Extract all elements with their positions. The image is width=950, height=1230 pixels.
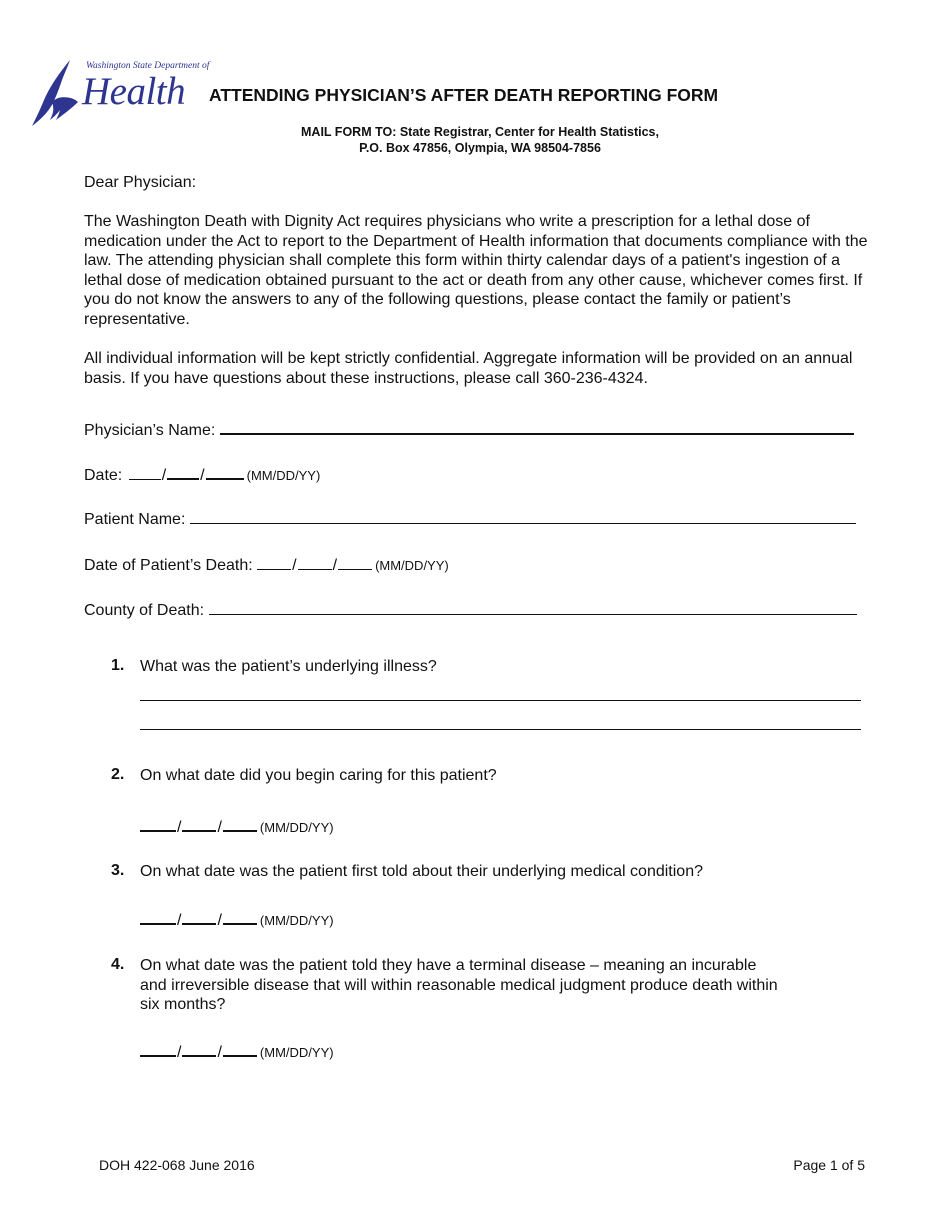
form-title: ATTENDING PHYSICIAN’S AFTER DEATH REPORTING FORM bbox=[209, 85, 719, 105]
date-month-field[interactable] bbox=[129, 465, 161, 480]
death-date-row: Date of Patient’s Death: / / (MM/DD/YY) bbox=[84, 557, 449, 574]
confidentiality-paragraph: All individual information will be kept strictly confidential. Aggregate information will be provided on an annual basis. If you have questions about these instructions, please call 360-236-4324. bbox=[84, 350, 853, 387]
question-1-text: What was the patient’s underlying illness? bbox=[140, 658, 437, 675]
question-3-year-field[interactable] bbox=[223, 909, 257, 925]
question-4-day-field[interactable] bbox=[182, 1041, 216, 1057]
mail-to-line-2: P.O. Box 47856, Olympia, WA 98504-7856 bbox=[359, 141, 601, 155]
question-4-text-line-3: six months? bbox=[140, 996, 226, 1014]
logo-caption: Washington State Department of bbox=[86, 61, 210, 71]
county-label: County of Death: bbox=[84, 602, 205, 619]
form-id: DOH 422-068 June 2016 bbox=[99, 1157, 255, 1173]
date-day-field[interactable] bbox=[167, 464, 199, 480]
date-year-field[interactable] bbox=[206, 464, 244, 480]
question-2-day-field[interactable] bbox=[182, 816, 216, 832]
question-4-number: 4. bbox=[111, 956, 125, 973]
question-4-text bbox=[140, 956, 840, 1015]
death-date-month-field[interactable] bbox=[257, 555, 291, 570]
question-1-answer-line-2[interactable] bbox=[140, 729, 861, 730]
patient-name-label: Patient Name: bbox=[84, 511, 186, 528]
question-4-date-row: / / (MM/DD/YY) bbox=[140, 1041, 334, 1061]
question-4-year-field[interactable] bbox=[223, 1041, 257, 1057]
question-4-month-field[interactable] bbox=[140, 1041, 176, 1057]
question-2-text: On what date did you begin caring for this patient? bbox=[140, 767, 497, 784]
question-4-format-hint: (MM/DD/YY) bbox=[259, 1045, 334, 1060]
question-3-number: 3. bbox=[111, 862, 125, 879]
feather-logo-icon bbox=[30, 58, 86, 130]
county-row bbox=[84, 600, 857, 620]
mail-to-line-1: MAIL FORM TO: State Registrar, Center for Health Statistics, bbox=[301, 125, 659, 139]
question-2-date-row: / / (MM/DD/YY) bbox=[140, 816, 334, 836]
death-date-label: Date of Patient’s Death: bbox=[84, 557, 253, 574]
doh-logo bbox=[30, 58, 210, 130]
question-3-day-field[interactable] bbox=[182, 909, 216, 925]
question-4-text-line-2: and irreversible disease that will within reasonable medical judgment produce death within bbox=[140, 976, 778, 994]
mail-to-address bbox=[230, 124, 730, 156]
question-4-text-line-1: On what date was the patient told they have a terminal disease – meaning an incurable bbox=[140, 957, 757, 974]
logo-wordmark: Health bbox=[82, 70, 186, 113]
death-date-format-hint: (MM/DD/YY) bbox=[375, 558, 449, 573]
physician-name-field[interactable] bbox=[220, 419, 854, 435]
death-date-day-field[interactable] bbox=[298, 555, 332, 570]
page-number: Page 1 of 5 bbox=[793, 1157, 865, 1173]
physician-name-label: Physician’s Name: bbox=[84, 422, 216, 439]
question-2-year-field[interactable] bbox=[223, 816, 257, 832]
intro-paragraph: The Washington Death with Dignity Act requires physicians who write a prescription for a lethal dose of medication under the Act to report to the Department of Health information that documents compliance with the law. The attending physician shall complete this form within thirty calendar days of a patient's ingestion of a lethal dose of medication obtained pursuant to the act or death from any other cause, whichever comes first. If you do not know the answers to any of the following questions, please contact the family or patient’s representative. bbox=[84, 213, 868, 328]
date-label: Date: bbox=[84, 467, 123, 484]
question-2-format-hint: (MM/DD/YY) bbox=[259, 820, 334, 835]
death-date-year-field[interactable] bbox=[338, 555, 372, 570]
salutation: Dear Physician: bbox=[84, 174, 197, 191]
question-1-number: 1. bbox=[111, 657, 125, 674]
physician-name-row bbox=[84, 419, 854, 439]
question-3-date-row: / / (MM/DD/YY) bbox=[140, 909, 334, 929]
question-1-answer-line-1[interactable] bbox=[140, 700, 861, 701]
patient-name-row bbox=[84, 509, 856, 529]
question-3-text: On what date was the patient first told about their underlying medical condition? bbox=[140, 863, 703, 880]
date-format-hint: (MM/DD/YY) bbox=[246, 468, 321, 483]
county-field[interactable] bbox=[209, 600, 857, 615]
question-2-number: 2. bbox=[111, 766, 125, 783]
question-3-month-field[interactable] bbox=[140, 909, 176, 925]
patient-name-field[interactable] bbox=[190, 509, 856, 524]
question-3-format-hint: (MM/DD/YY) bbox=[259, 913, 334, 928]
question-2-month-field[interactable] bbox=[140, 816, 176, 832]
date-row: Date: / / (MM/DD/YY) bbox=[84, 464, 320, 484]
